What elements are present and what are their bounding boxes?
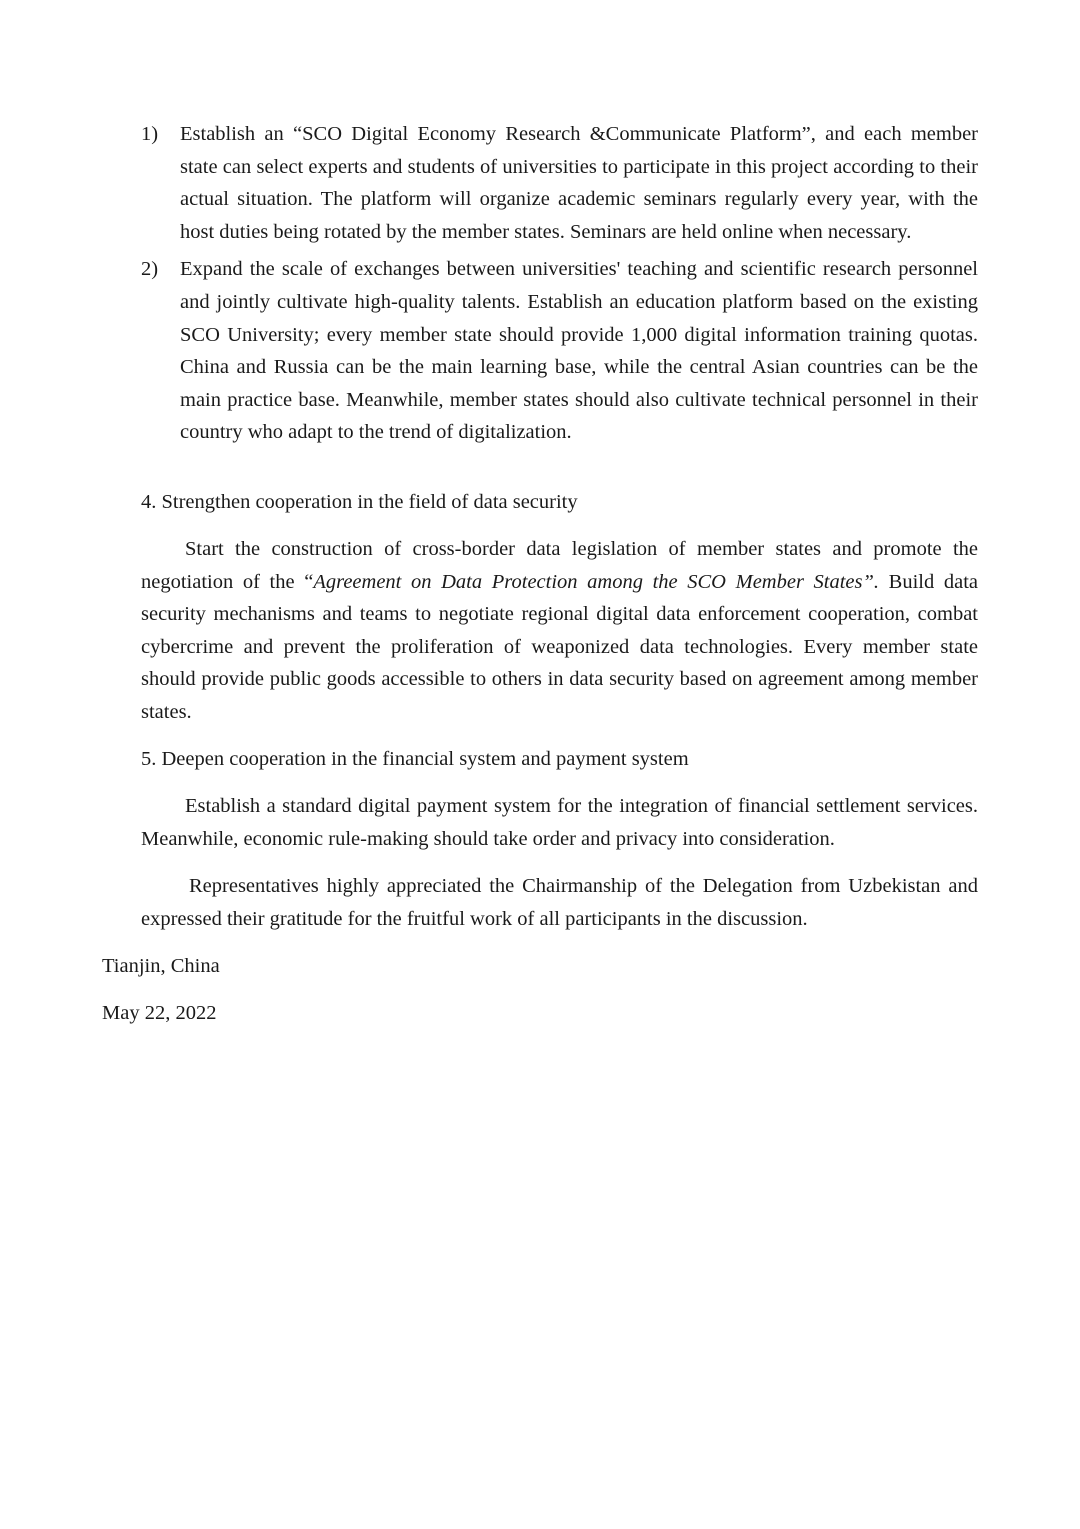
data-security-paragraph xyxy=(141,533,978,729)
section-heading-data-security: 4. Strengthen cooperation in the field of data security xyxy=(141,491,578,513)
place-line: Tianjin, China xyxy=(102,955,220,977)
list-item-text: Expand the scale of exchanges between universities' teaching and scientific research personnel and jointly cultivate high-quality talents. Establish an education platform based on the existing SCO University; every member state should provide 1,000 digital information training quotas. China and Russia can be the main learning base, while the central Asian countries can be the main practice base. Meanwhile, member states should also cultivate technical personnel in their country who adapt to the trend of digitalization. xyxy=(180,258,978,444)
data-security-text-end: Build data security mechanisms and teams to negotiate regional digital data enforcement cooperation, combat cybercrime and prevent the proliferation of weaponized data technologies. Every member state should provide public goods accessible to others in data security based on agreement among member states. xyxy=(141,570,979,723)
list-item-text: Establish an “SCO Digital Economy Research &Communicate Platform”, and each member state can select experts and students of universities to participate in this project according to their actual situation. The platform will organize academic seminars regularly every year, with the host duties being rotated by the member states. Seminars are held online when necessary. xyxy=(180,123,978,243)
date-line: May 22, 2022 xyxy=(102,1002,217,1024)
data-security-text-start: Start the construction of cross-border data legislation of member states and promote the negotiation of the “ xyxy=(141,538,978,593)
list-item xyxy=(141,118,978,248)
list-item-marker: 2) xyxy=(141,258,159,281)
closing-paragraph: Representatives highly appreciated the Chairmanship of the Delegation from Uzbekistan and expressed their gratitude for the fruitful work of all participants in the discussion. xyxy=(141,875,978,930)
recommendation-list xyxy=(141,118,978,449)
section-heading-financial-system: 5. Deepen cooperation in the financial system and payment system xyxy=(141,748,689,770)
list-item xyxy=(141,253,978,449)
list-item-marker: 1) xyxy=(141,123,159,145)
financial-system-paragraph: Establish a standard digital payment system for the integration of financial settlement services. Meanwhile, economic rule-making should take order and privacy into consideration. xyxy=(141,795,978,850)
agreement-title: Agreement on Data Protection among the SCO Member States”. xyxy=(313,570,880,593)
